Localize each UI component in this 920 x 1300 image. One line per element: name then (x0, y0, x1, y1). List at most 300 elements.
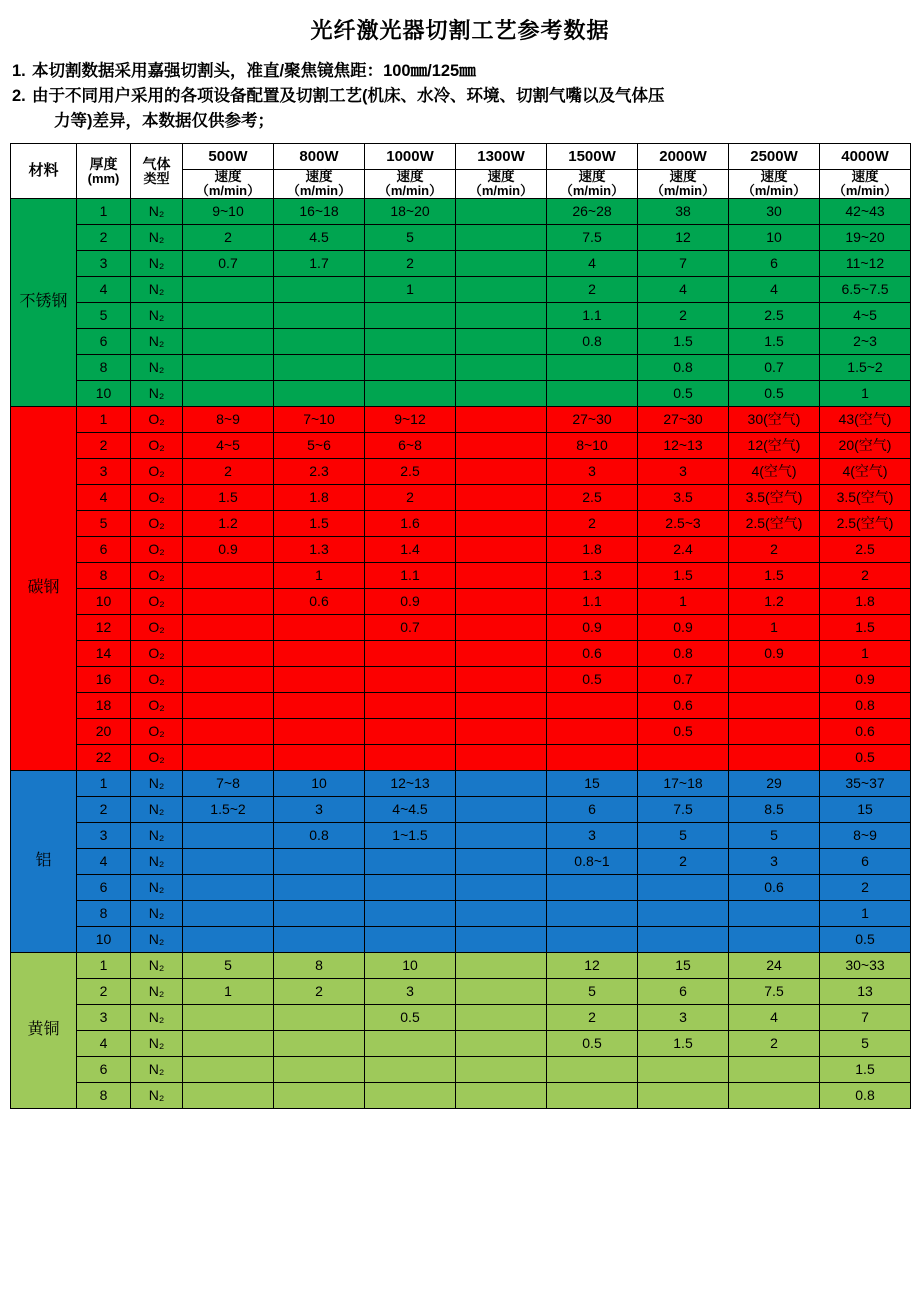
table-row (11, 797, 911, 823)
speed-cell: 1.3 (274, 537, 365, 563)
speed-cell (456, 823, 547, 849)
header-power-500w: 500W (183, 144, 274, 170)
speed-cell: 1.5 (183, 485, 274, 511)
table-row (11, 719, 911, 745)
speed-cell (729, 1083, 820, 1109)
speed-cell: 6 (547, 797, 638, 823)
speed-cell (456, 615, 547, 641)
speed-cell: 1.5 (638, 329, 729, 355)
speed-cell (456, 407, 547, 433)
header-gas-sub: 类型 (143, 170, 170, 186)
speed-cell (456, 875, 547, 901)
table-row (11, 199, 911, 225)
thickness-cell: 4 (77, 1031, 131, 1057)
table-row (11, 225, 911, 251)
speed-cell (365, 745, 456, 771)
speed-cell: 4.5 (274, 225, 365, 251)
table-row (11, 849, 911, 875)
speed-cell (365, 355, 456, 381)
table-row (11, 277, 911, 303)
gas-type-cell: O₂ (131, 667, 183, 693)
gas-type-cell: N₂ (131, 849, 183, 875)
speed-cell: 1 (820, 901, 911, 927)
speed-cell: 5 (365, 225, 456, 251)
speed-cell (365, 1031, 456, 1057)
gas-type-cell: O₂ (131, 719, 183, 745)
speed-cell: 12~13 (638, 433, 729, 459)
thickness-cell: 3 (77, 823, 131, 849)
speed-cell: 2 (820, 563, 911, 589)
speed-cell (183, 875, 274, 901)
speed-cell: 0.9 (365, 589, 456, 615)
speed-cell: 24 (729, 953, 820, 979)
speed-cell: 0.5 (638, 719, 729, 745)
speed-cell (729, 719, 820, 745)
speed-cell (183, 329, 274, 355)
material-cell: 碳钢 (11, 407, 77, 771)
speed-cell (456, 719, 547, 745)
thickness-cell: 2 (77, 797, 131, 823)
thickness-cell: 1 (77, 771, 131, 797)
speed-cell: 35~37 (820, 771, 911, 797)
thickness-cell: 2 (77, 225, 131, 251)
gas-type-cell: O₂ (131, 641, 183, 667)
note-number: 2. (12, 86, 26, 105)
speed-cell: 6~8 (365, 433, 456, 459)
header-thickness (77, 144, 131, 199)
speed-cell: 1.5 (729, 563, 820, 589)
gas-type-cell: O₂ (131, 615, 183, 641)
speed-cell: 3.5 (638, 485, 729, 511)
table-row (11, 1057, 911, 1083)
speed-cell: 4~5 (183, 433, 274, 459)
speed-cell: 0.8 (820, 693, 911, 719)
speed-cell: 0.9 (183, 537, 274, 563)
speed-cell (183, 823, 274, 849)
speed-cell (274, 1031, 365, 1057)
thickness-cell: 2 (77, 979, 131, 1005)
speed-cell (638, 745, 729, 771)
speed-cell (456, 771, 547, 797)
speed-cell (729, 901, 820, 927)
speed-cell: 4 (729, 1005, 820, 1031)
speed-cell: 42~43 (820, 199, 911, 225)
speed-cell: 1 (274, 563, 365, 589)
gas-type-cell: N₂ (131, 979, 183, 1005)
header-thickness-label: 厚度 (89, 155, 118, 172)
gas-type-cell: N₂ (131, 1083, 183, 1109)
thickness-cell: 18 (77, 693, 131, 719)
speed-cell: 1.1 (547, 589, 638, 615)
note-item (12, 59, 910, 84)
thickness-cell: 8 (77, 901, 131, 927)
speed-cell: 1.2 (183, 511, 274, 537)
thickness-cell: 3 (77, 459, 131, 485)
table-row (11, 329, 911, 355)
speed-cell: 3.5(空气) (729, 485, 820, 511)
speed-cell: 15 (547, 771, 638, 797)
speed-cell: 2.5 (365, 459, 456, 485)
speed-cell (547, 381, 638, 407)
speed-cell: 2.5~3 (638, 511, 729, 537)
material-cell: 黄铜 (11, 953, 77, 1109)
speed-cell (547, 355, 638, 381)
speed-cell (274, 277, 365, 303)
speed-cell: 0.8 (638, 355, 729, 381)
speed-cell: 2.5(空气) (820, 511, 911, 537)
speed-cell: 3 (638, 1005, 729, 1031)
speed-cell (456, 225, 547, 251)
speed-cell (183, 303, 274, 329)
speed-cell: 8~10 (547, 433, 638, 459)
speed-cell: 4~4.5 (365, 797, 456, 823)
gas-type-cell: N₂ (131, 901, 183, 927)
speed-cell: 2 (183, 225, 274, 251)
header-power-2500w: 2500W (729, 144, 820, 170)
table-row (11, 563, 911, 589)
speed-cell: 6 (638, 979, 729, 1005)
speed-cell: 27~30 (547, 407, 638, 433)
speed-cell: 2 (729, 1031, 820, 1057)
speed-cell (729, 693, 820, 719)
speed-cell: 8 (274, 953, 365, 979)
speed-cell (365, 927, 456, 953)
speed-cell (365, 1057, 456, 1083)
gas-type-cell: O₂ (131, 485, 183, 511)
gas-type-cell: N₂ (131, 329, 183, 355)
speed-cell: 0.6 (729, 875, 820, 901)
table-row (11, 381, 911, 407)
speed-cell: 9~10 (183, 199, 274, 225)
speed-cell (183, 589, 274, 615)
speed-cell (274, 927, 365, 953)
speed-cell: 30 (729, 199, 820, 225)
header-speed-2000w: 速度 （m/min） (638, 170, 729, 199)
speed-cell: 3 (365, 979, 456, 1005)
table-row (11, 303, 911, 329)
speed-cell: 19~20 (820, 225, 911, 251)
gas-type-cell: N₂ (131, 199, 183, 225)
speed-cell (274, 615, 365, 641)
speed-cell (365, 641, 456, 667)
speed-cell: 0.8 (820, 1083, 911, 1109)
header-speed-1000w: 速度 （m/min） (365, 170, 456, 199)
speed-cell (274, 875, 365, 901)
speed-cell (456, 953, 547, 979)
notes-block (12, 59, 910, 133)
speed-cell: 1.5~2 (820, 355, 911, 381)
speed-cell: 10 (729, 225, 820, 251)
table-row (11, 511, 911, 537)
speed-cell: 0.8 (638, 641, 729, 667)
speed-cell (274, 849, 365, 875)
cutting-parameters-table (10, 143, 911, 1109)
speed-cell (274, 303, 365, 329)
speed-cell (274, 719, 365, 745)
table-row (11, 615, 911, 641)
speed-cell (365, 1083, 456, 1109)
header-gas (131, 144, 183, 199)
speed-cell: 7~10 (274, 407, 365, 433)
speed-cell: 3 (274, 797, 365, 823)
speed-cell: 12~13 (365, 771, 456, 797)
speed-cell (274, 667, 365, 693)
thickness-cell: 6 (77, 1057, 131, 1083)
speed-cell (547, 1083, 638, 1109)
table-row (11, 459, 911, 485)
table-row (11, 537, 911, 563)
speed-cell (729, 1057, 820, 1083)
speed-cell (183, 381, 274, 407)
gas-type-cell: N₂ (131, 303, 183, 329)
table-row (11, 407, 911, 433)
speed-cell: 26~28 (547, 199, 638, 225)
gas-type-cell: N₂ (131, 797, 183, 823)
speed-cell: 7 (820, 1005, 911, 1031)
speed-cell: 5 (729, 823, 820, 849)
speed-cell: 15 (638, 953, 729, 979)
speed-cell (456, 667, 547, 693)
speed-cell (547, 745, 638, 771)
speed-cell: 10 (365, 953, 456, 979)
speed-cell (456, 277, 547, 303)
speed-cell (456, 563, 547, 589)
material-cell: 铝 (11, 771, 77, 953)
speed-cell: 5 (183, 953, 274, 979)
speed-cell (638, 927, 729, 953)
speed-cell (729, 667, 820, 693)
speed-cell: 1.5 (820, 1057, 911, 1083)
header-power-800w: 800W (274, 144, 365, 170)
speed-cell: 2.4 (638, 537, 729, 563)
thickness-cell: 1 (77, 953, 131, 979)
speed-cell: 20(空气) (820, 433, 911, 459)
speed-cell (183, 1083, 274, 1109)
speed-cell (365, 381, 456, 407)
speed-cell (456, 199, 547, 225)
speed-cell (456, 797, 547, 823)
speed-cell: 11~12 (820, 251, 911, 277)
speed-cell: 2 (365, 485, 456, 511)
speed-cell (547, 693, 638, 719)
speed-cell: 29 (729, 771, 820, 797)
thickness-cell: 3 (77, 1005, 131, 1031)
speed-cell: 1 (638, 589, 729, 615)
header-power-2000w: 2000W (638, 144, 729, 170)
speed-cell (547, 1057, 638, 1083)
note-text (32, 84, 910, 134)
speed-cell: 0.5 (547, 1031, 638, 1057)
speed-cell (365, 303, 456, 329)
speed-cell: 1~1.5 (365, 823, 456, 849)
table-row (11, 979, 911, 1005)
table-body (11, 199, 911, 1109)
gas-type-cell: N₂ (131, 771, 183, 797)
speed-cell (274, 745, 365, 771)
speed-cell: 8.5 (729, 797, 820, 823)
speed-cell: 15 (820, 797, 911, 823)
speed-cell: 2 (365, 251, 456, 277)
speed-cell: 0.9 (729, 641, 820, 667)
speed-cell (183, 719, 274, 745)
header-power-1300w: 1300W (456, 144, 547, 170)
gas-type-cell: N₂ (131, 953, 183, 979)
gas-type-cell: N₂ (131, 251, 183, 277)
speed-cell: 1.1 (547, 303, 638, 329)
speed-cell: 1.4 (365, 537, 456, 563)
header-power-1000w: 1000W (365, 144, 456, 170)
speed-cell: 1.1 (365, 563, 456, 589)
speed-cell (456, 745, 547, 771)
speed-cell: 43(空气) (820, 407, 911, 433)
speed-cell: 4(空气) (820, 459, 911, 485)
speed-cell (365, 901, 456, 927)
table-row (11, 927, 911, 953)
speed-cell (365, 849, 456, 875)
gas-type-cell: N₂ (131, 381, 183, 407)
thickness-cell: 3 (77, 251, 131, 277)
thickness-cell: 8 (77, 563, 131, 589)
header-speed-800w: 速度 （m/min） (274, 170, 365, 199)
speed-cell (638, 901, 729, 927)
speed-cell (365, 693, 456, 719)
speed-cell: 0.9 (547, 615, 638, 641)
speed-cell (456, 459, 547, 485)
speed-cell: 3 (547, 823, 638, 849)
speed-cell (183, 693, 274, 719)
thickness-cell: 2 (77, 433, 131, 459)
speed-cell: 4 (547, 251, 638, 277)
header-material: 材料 (11, 144, 77, 199)
header-speed-4000w: 速度 （m/min） (820, 170, 911, 199)
speed-cell (456, 589, 547, 615)
speed-cell: 1.7 (274, 251, 365, 277)
speed-cell: 1 (183, 979, 274, 1005)
speed-cell: 5 (547, 979, 638, 1005)
speed-cell: 2 (638, 303, 729, 329)
speed-cell: 0.8 (274, 823, 365, 849)
note-item (12, 84, 910, 134)
speed-cell: 2.3 (274, 459, 365, 485)
speed-cell (456, 537, 547, 563)
speed-cell: 10 (274, 771, 365, 797)
speed-cell: 0.7 (638, 667, 729, 693)
speed-cell: 16~18 (274, 199, 365, 225)
speed-cell: 0.6 (547, 641, 638, 667)
speed-cell (183, 745, 274, 771)
thickness-cell: 6 (77, 875, 131, 901)
gas-type-cell: O₂ (131, 407, 183, 433)
speed-cell: 4 (729, 277, 820, 303)
speed-cell: 0.7 (183, 251, 274, 277)
speed-cell: 1.8 (274, 485, 365, 511)
speed-cell (456, 901, 547, 927)
thickness-cell: 16 (77, 667, 131, 693)
speed-cell (274, 1057, 365, 1083)
speed-cell: 1.8 (547, 537, 638, 563)
speed-cell (274, 329, 365, 355)
speed-cell (456, 641, 547, 667)
thickness-cell: 10 (77, 381, 131, 407)
speed-cell: 30(空气) (729, 407, 820, 433)
speed-cell: 2.5 (820, 537, 911, 563)
speed-cell: 2.5(空气) (729, 511, 820, 537)
header-power-4000w: 4000W (820, 144, 911, 170)
gas-type-cell: N₂ (131, 875, 183, 901)
speed-cell (456, 1005, 547, 1031)
table-row (11, 693, 911, 719)
speed-cell: 1 (820, 381, 911, 407)
speed-cell: 5 (820, 1031, 911, 1057)
speed-cell (456, 979, 547, 1005)
thickness-cell: 1 (77, 199, 131, 225)
material-cell: 不锈钢 (11, 199, 77, 407)
table-row (11, 667, 911, 693)
speed-cell (456, 1031, 547, 1057)
gas-type-cell: N₂ (131, 1031, 183, 1057)
table-header-row-powers (11, 144, 911, 170)
speed-cell: 5 (638, 823, 729, 849)
note-number: 1. (12, 62, 26, 80)
speed-cell: 1.5 (274, 511, 365, 537)
speed-cell: 7~8 (183, 771, 274, 797)
speed-cell: 1.2 (729, 589, 820, 615)
speed-cell: 2 (547, 277, 638, 303)
thickness-cell: 12 (77, 615, 131, 641)
gas-type-cell: N₂ (131, 225, 183, 251)
thickness-cell: 20 (77, 719, 131, 745)
gas-type-cell: N₂ (131, 355, 183, 381)
speed-cell (547, 719, 638, 745)
table-row (11, 1083, 911, 1109)
thickness-cell: 5 (77, 511, 131, 537)
gas-type-cell: N₂ (131, 1005, 183, 1031)
table-row (11, 641, 911, 667)
gas-type-cell: O₂ (131, 433, 183, 459)
speed-cell: 12 (638, 225, 729, 251)
speed-cell: 0.8 (547, 329, 638, 355)
speed-cell: 0.5 (820, 927, 911, 953)
gas-type-cell: O₂ (131, 459, 183, 485)
speed-cell (274, 693, 365, 719)
speed-cell (456, 693, 547, 719)
speed-cell (183, 667, 274, 693)
speed-cell: 3 (729, 849, 820, 875)
speed-cell: 1 (729, 615, 820, 641)
note-text: 本切割数据采用嘉强切割头，准直/聚焦镜焦距：100㎜/125㎜ (32, 62, 476, 80)
speed-cell: 7 (638, 251, 729, 277)
speed-cell (456, 329, 547, 355)
table-row (11, 771, 911, 797)
table-row (11, 901, 911, 927)
speed-cell (638, 875, 729, 901)
thickness-cell: 4 (77, 849, 131, 875)
speed-cell: 1.5 (638, 1031, 729, 1057)
speed-cell (183, 1005, 274, 1031)
speed-cell: 4~5 (820, 303, 911, 329)
speed-cell (365, 719, 456, 745)
speed-cell (183, 355, 274, 381)
speed-cell: 2.5 (729, 303, 820, 329)
speed-cell: 8~9 (820, 823, 911, 849)
thickness-cell: 14 (77, 641, 131, 667)
speed-cell: 30~33 (820, 953, 911, 979)
thickness-cell: 4 (77, 485, 131, 511)
table-row (11, 589, 911, 615)
thickness-cell: 10 (77, 589, 131, 615)
speed-cell: 0.5 (820, 745, 911, 771)
speed-cell: 0.5 (547, 667, 638, 693)
